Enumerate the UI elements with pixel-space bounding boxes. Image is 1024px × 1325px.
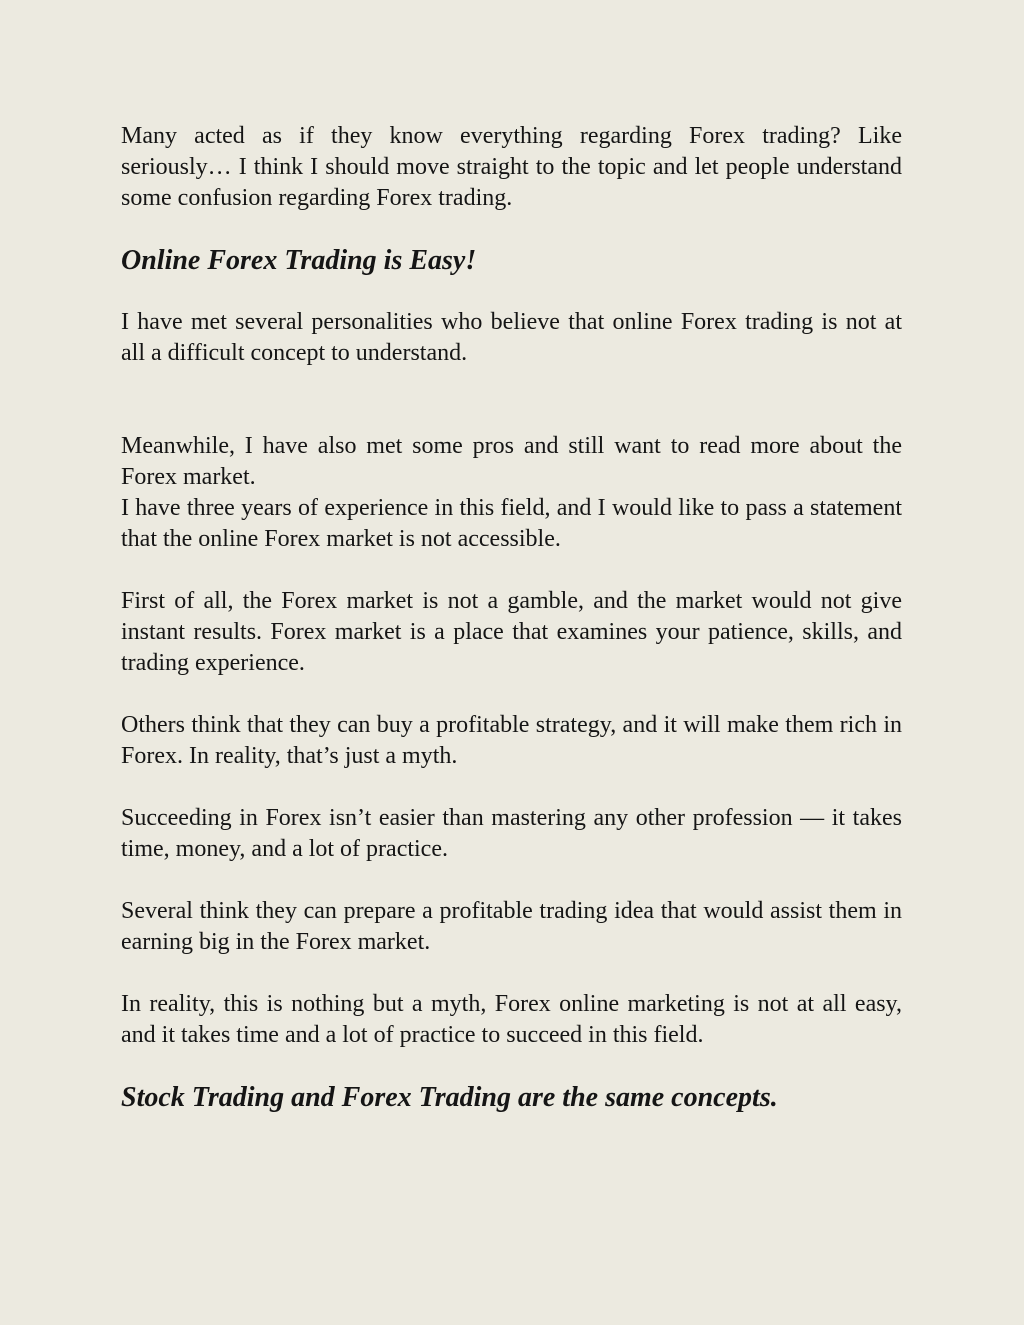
body-paragraph: In reality, this is nothing but a myth, Forex online marketing is not at all easy, and it takes time and a lot of practice to succeed in this field. bbox=[121, 991, 902, 1048]
body-paragraph: Meanwhile, I have also met some pros and still want to read more about the Forex market. bbox=[121, 433, 902, 490]
section-heading-easy: Online Forex Trading is Easy! bbox=[121, 245, 477, 276]
intro-paragraph: Many acted as if they know everything regarding Forex trading? Like seriously… I think I should move straight to the topic and let people understand some confusion regarding Forex trading. bbox=[121, 123, 902, 211]
body-paragraph: Others think that they can buy a profitable strategy, and it will make them rich in Forex. In reality, that’s just a myth. bbox=[121, 712, 902, 769]
body-paragraph: First of all, the Forex market is not a gamble, and the market would not give instant results. Forex market is a place that examines your patience, skills, and trading experience. bbox=[121, 588, 902, 676]
body-paragraph: I have three years of experience in this field, and I would like to pass a statement that the online Forex market is not accessible. bbox=[121, 495, 902, 552]
body-paragraph: Several think they can prepare a profitable trading idea that would assist them in earning big in the Forex market. bbox=[121, 898, 902, 955]
body-paragraph: I have met several personalities who believe that online Forex trading is not at all a difficult concept to understand. bbox=[121, 309, 902, 366]
section-heading-stock-vs-forex: Stock Trading and Forex Trading are the same concepts. bbox=[121, 1082, 778, 1113]
body-paragraph: Succeeding in Forex isn’t easier than mastering any other profession — it takes time, money, and a lot of practice. bbox=[121, 805, 902, 862]
